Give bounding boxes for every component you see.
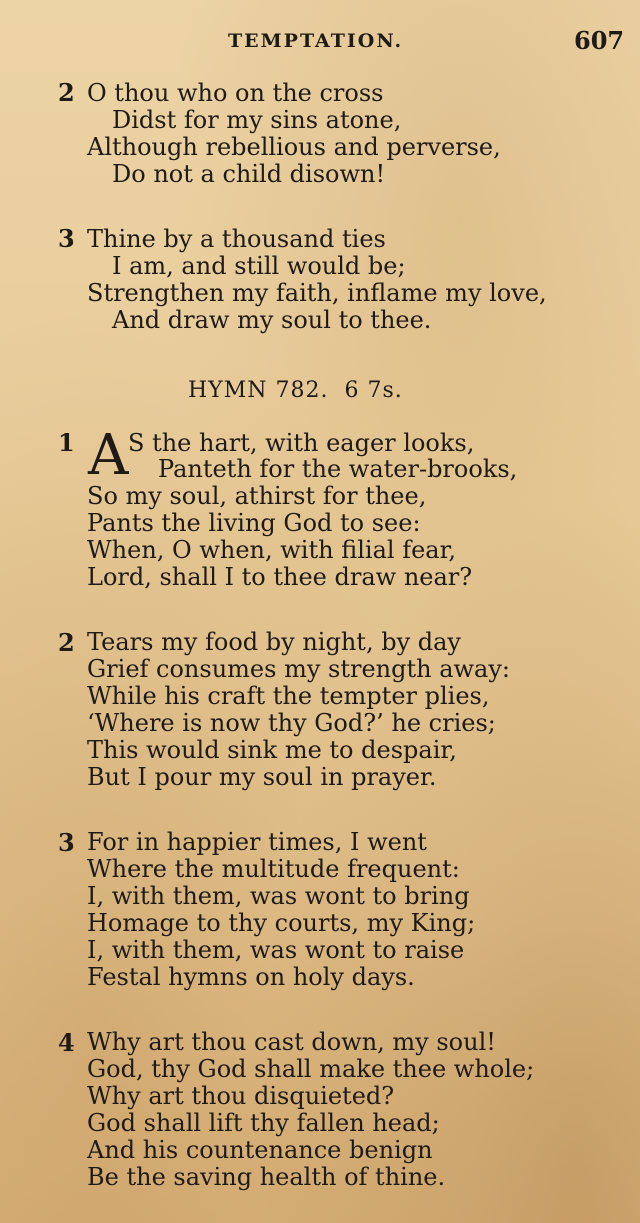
verse-line: Although rebellious and perverse, [87,133,501,161]
verse-line: S the hart, with eager looks, [128,429,475,457]
verse-line: This would sink me to despair, [87,736,457,764]
verse-line: Do not a child disown! [112,160,386,188]
stanza-number: 2 [58,78,75,107]
hymn-meter: 6 7s. [344,378,403,403]
verse-line: Tears my food by night, by day [87,628,461,656]
verse-line: O thou who on the cross [87,79,384,107]
stanza-number: 4 [58,1028,75,1057]
verse-line: Pants the living God to see: [87,509,421,537]
verse-line: God, thy God shall make thee whole; [87,1055,535,1083]
verse-line: I, with them, was wont to bring [87,882,470,910]
verse-line: Homage to thy courts, my King; [87,909,476,937]
verse-line: And his countenance benign [87,1136,433,1164]
hymn-title: HYMN 782. [188,378,329,403]
verse-line: Thine by a thousand ties [87,225,386,253]
verse-line: Panteth for the water-brooks, [158,455,518,483]
verse-line: I am, and still would be; [112,252,406,280]
stanza-number: 3 [58,224,75,253]
verse-line: For in happier times, I went [87,828,427,856]
verse-line: Be the saving health of thine. [87,1163,446,1191]
verse-line: And draw my soul to thee. [112,306,432,334]
hymn-heading [188,378,403,403]
verse-line: While his craft the tempter plies, [87,682,490,710]
page-number: 607 [574,26,625,55]
stanza-number: 3 [58,828,75,857]
verse-line: I, with them, was wont to raise [87,936,465,964]
verse-line: Strengthen my faith, inflame my love, [87,279,547,307]
stanza-number: 2 [58,628,75,657]
verse-line: Why art thou disquieted? [87,1082,395,1110]
drop-cap: A [88,423,129,488]
verse-line: But I pour my soul in prayer. [87,763,437,791]
verse-line: Festal hymns on holy days. [87,963,415,991]
running-title: TEMPTATION. [228,30,404,52]
verse-line: When, O when, with filial fear, [87,536,457,564]
verse-line: ‘Where is now thy God?’ he cries; [87,709,496,737]
stanza-number: 1 [58,428,75,457]
verse-line: Lord, shall I to thee draw near? [87,563,473,591]
verse-line: Didst for my sins atone, [112,106,402,134]
verse-line: Grief consumes my strength away: [87,655,510,683]
verse-line: So my soul, athirst for thee, [87,482,427,510]
verse-line: God shall lift thy fallen head; [87,1109,440,1137]
verse-line: Why art thou cast down, my soul! [87,1028,496,1056]
verse-line: Where the multitude frequent: [87,855,460,883]
